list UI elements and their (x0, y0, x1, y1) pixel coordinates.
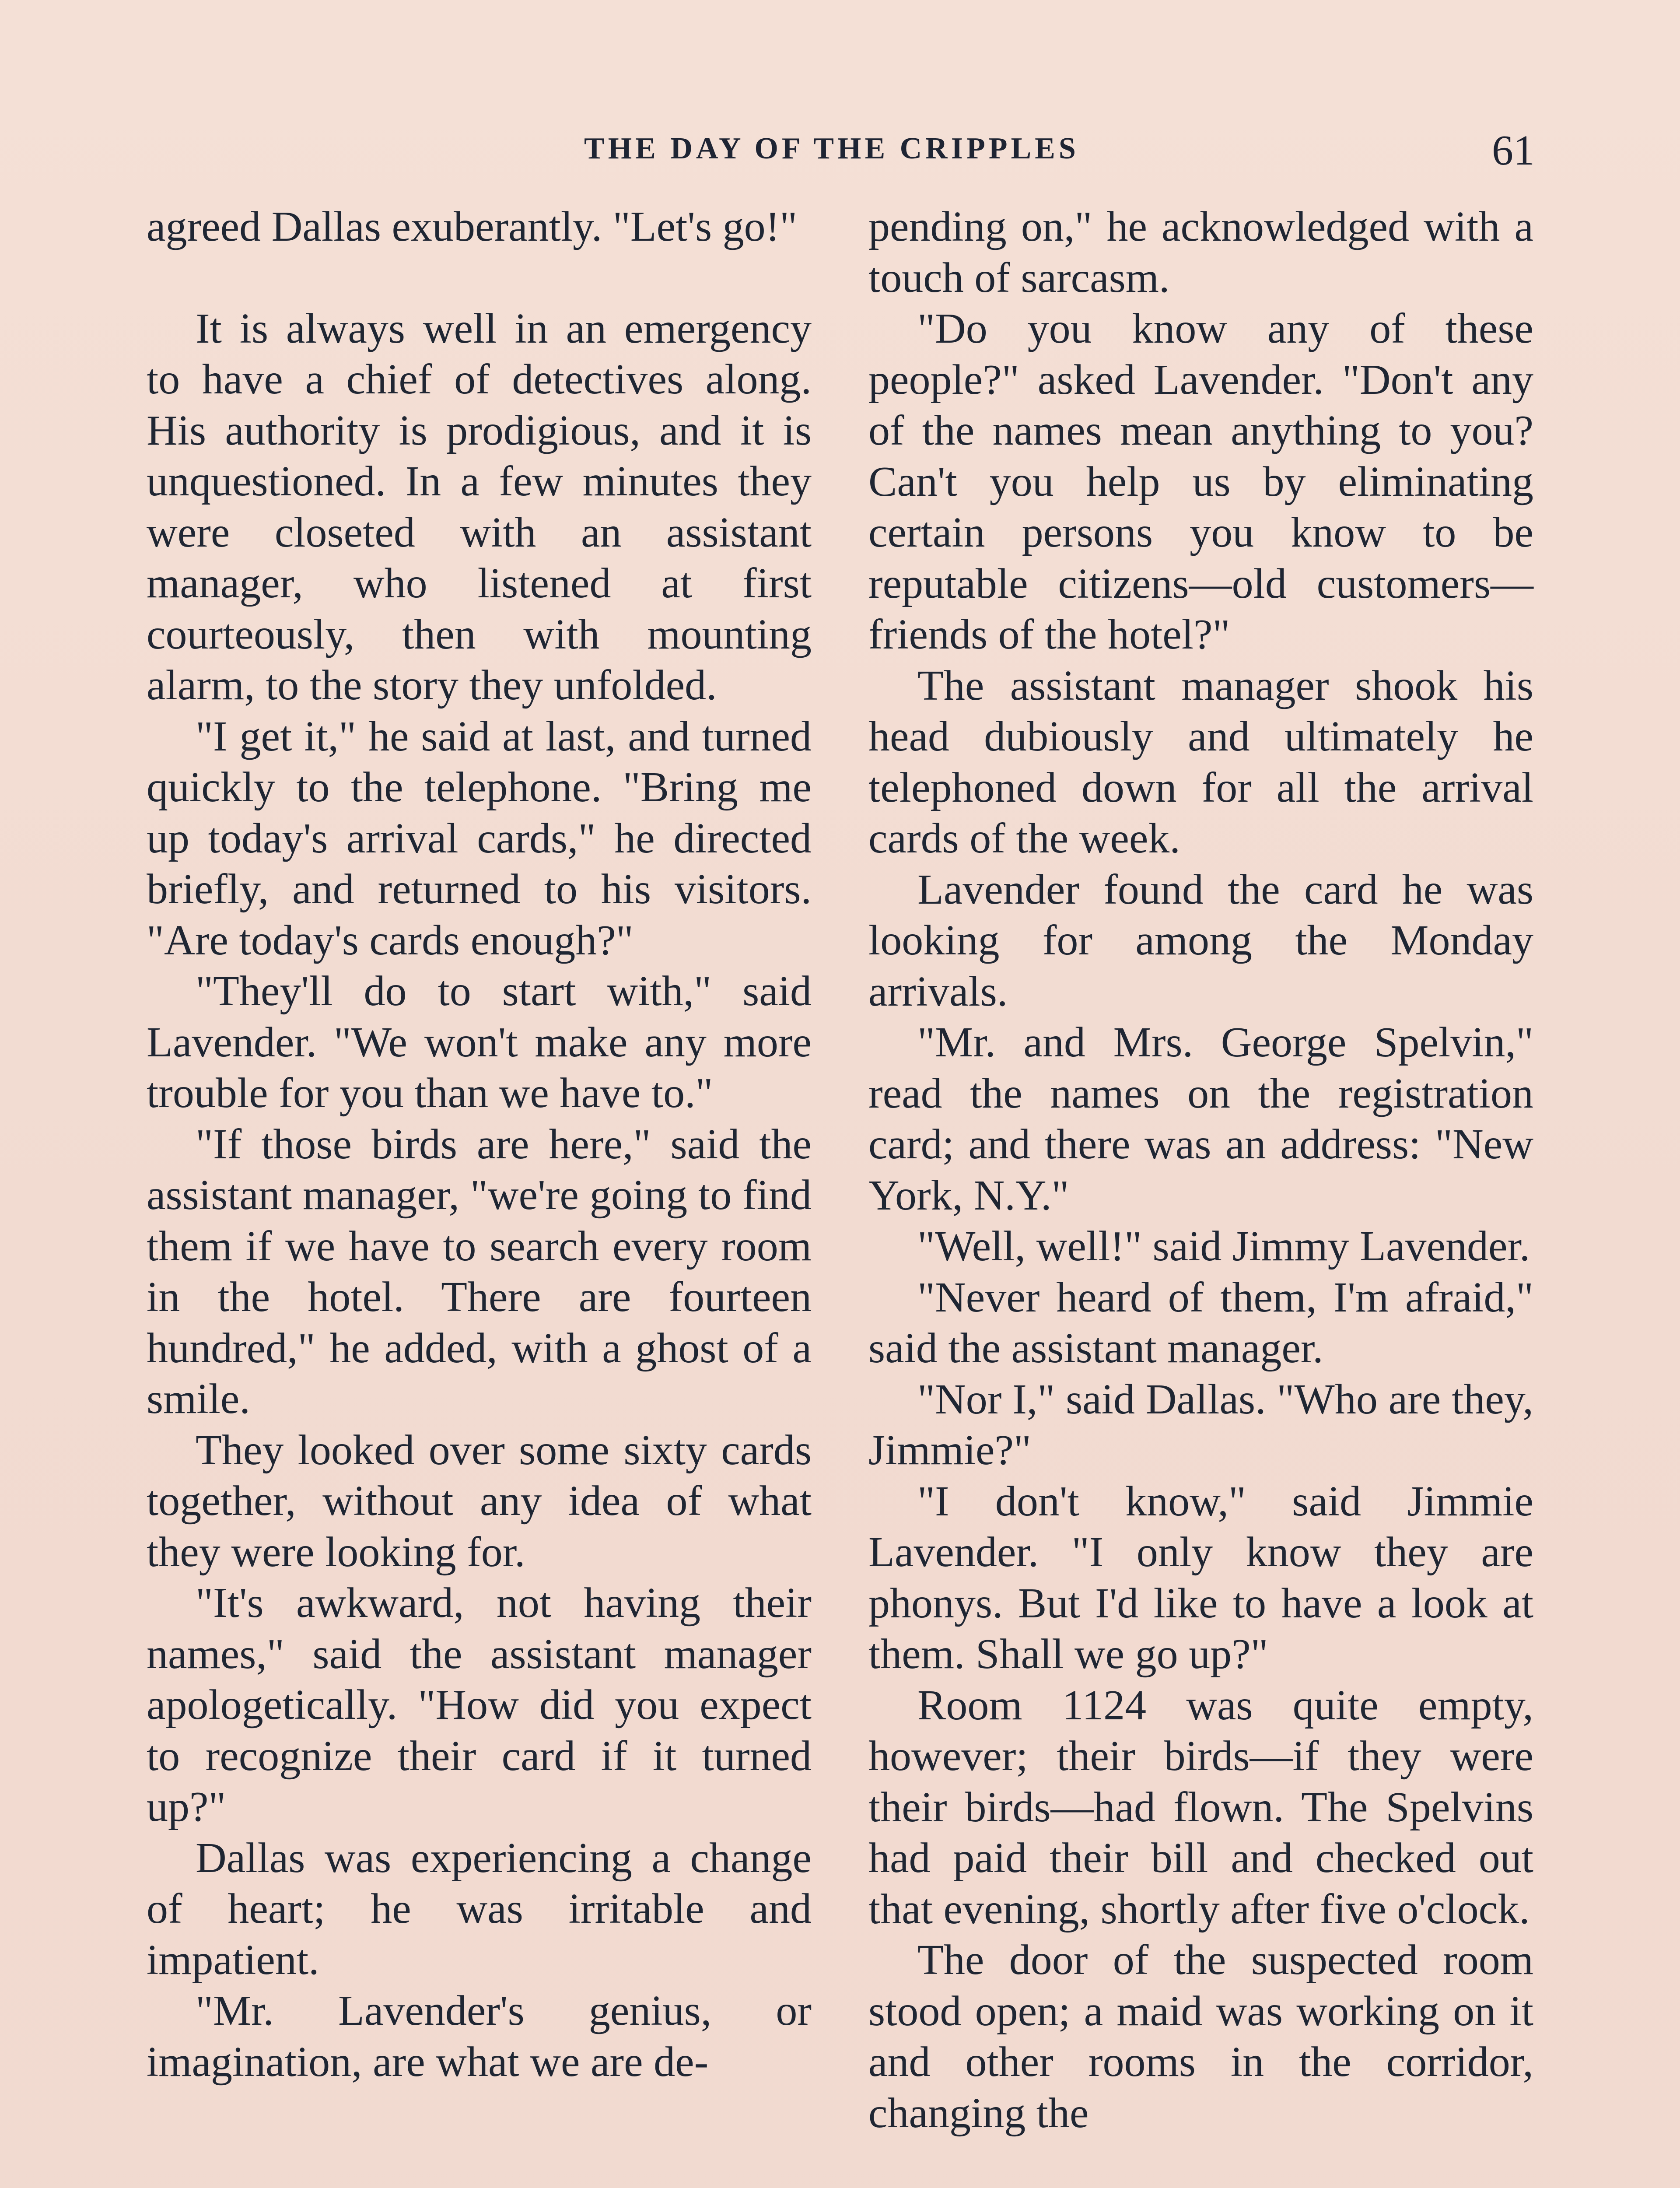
paragraph: The assistant manager shook his head dubiously and ultimately he telephoned down for all the arrival cards of the week. (868, 662, 1533, 862)
left-column (147, 201, 812, 2087)
paragraph: They looked over some sixty cards together, without any idea of what they were looking for. (147, 1426, 812, 1576)
paragraph: "Do you know any of these people?" asked Lavender. "Don't any of the names mean anything to you? Can't you help us by eliminating certain persons you know to be reputable citizens—old customers—friends of the hotel?" (868, 305, 1533, 658)
paragraph: Dallas was experiencing a change of heart; he was irritable and impatient. (147, 1834, 812, 1984)
paragraph: "If those birds are here," said the assistant manager, "we're going to find them if we have to search every room in the hotel. There are fourteen hundred," he added, with a ghost of a smile. (147, 1120, 812, 1423)
paragraph: "I get it," he said at last, and turned quickly to the telephone. "Bring me up today's arrival cards," he directed briefly, and returned to his visitors. "Are today's cards enough?" (147, 712, 812, 964)
paragraph: "They'll do to start with," said Lavender. "We won't make any more trouble for you than we have to." (147, 968, 812, 1117)
paragraph: "Nor I," said Dallas. "Who are they, Jimmie?" (868, 1375, 1533, 1474)
paragraph: Room 1124 was quite empty, however; their birds—if they were their birds—had flown. The Spelvins had paid their bill and checked out that evening, shortly after five o'clock. (868, 1681, 1533, 1933)
paragraph: It is always well in an emergency to have a chief of detectives along. His authority is prodigious, and it is unquestioned. In a few minutes they were closeted with an assistant manager, who listened at first courteously, then with mounting alarm, to the story they unfolded. (147, 305, 812, 709)
paragraph: "Well, well!" said Jimmy Lavender. (917, 1223, 1530, 1270)
paragraph: "Never heard of them, I'm afraid," said the assistant manager. (868, 1273, 1533, 1372)
paragraph: "It's awkward, not having their names," said the assistant manager apologetically. "How did you expect to recognize their card if it turned up?" (147, 1579, 812, 1830)
paragraph: Lavender found the card he was looking for among the Monday arrivals. (868, 866, 1533, 1015)
paragraph: "Mr. and Mrs. George Spelvin," read the names on the registration card; and there was an address: "New York, N.Y." (868, 1019, 1533, 1219)
right-column (868, 201, 1533, 2139)
paragraph: "I don't know," said Jimmie Lavender. "I only know they are phonys. But I'd like to have a look at them. Shall we go up?" (868, 1477, 1533, 1678)
paragraph: pending on," he acknowledged with a touch of sarcasm. (868, 203, 1533, 302)
paragraph: The door of the suspected room stood open; a maid was working on it and other rooms in the corridor, changing the (868, 1936, 1533, 2137)
page-number: 61 (1492, 127, 1535, 174)
paragraph: "Mr. Lavender's genius, or imagination, are what we are de- (147, 1987, 812, 2086)
running-head: THE DAY OF THE CRIPPLES (584, 132, 1079, 165)
paragraph: agreed Dallas exuberantly. "Let's go!" (147, 203, 798, 250)
